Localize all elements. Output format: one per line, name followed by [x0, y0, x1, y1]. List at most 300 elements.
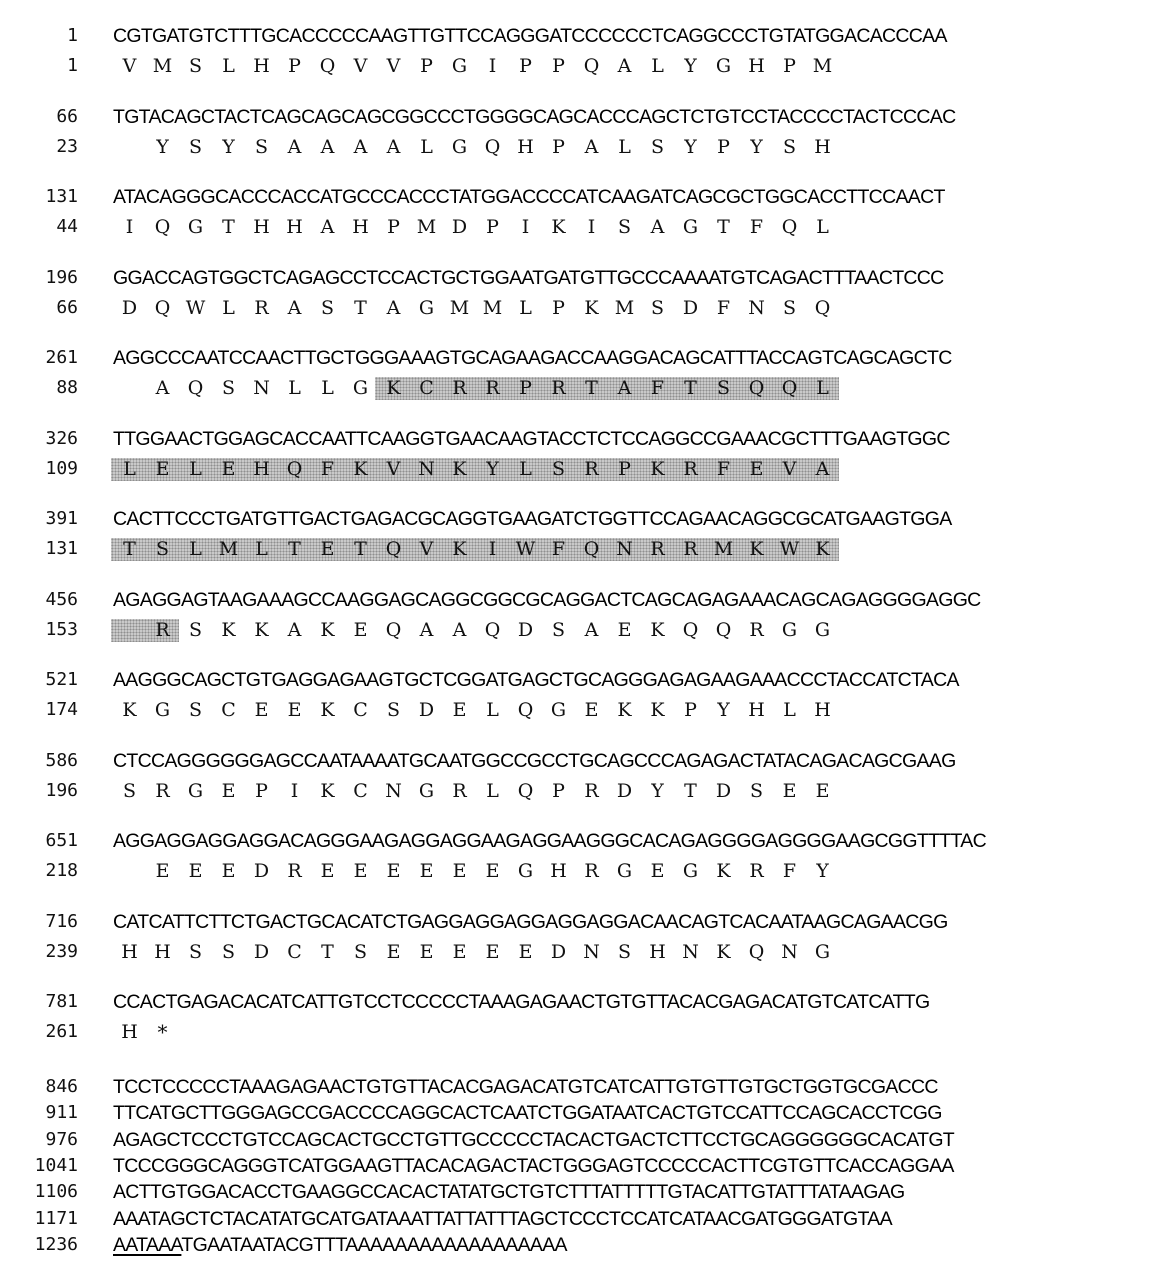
- amino-acid-residue: K: [452, 538, 467, 560]
- amino-acid-residue: D: [715, 779, 732, 802]
- amino-acid-residue: L: [288, 377, 301, 399]
- amino-acid-track: [113, 859, 1143, 883]
- amino-acid-track: [113, 296, 1143, 320]
- amino-acid-residue: E: [386, 940, 401, 963]
- amino-acid-residue: D: [418, 699, 435, 721]
- amino-acid-residue: L: [420, 135, 433, 158]
- amino-acid-residue: S: [155, 538, 170, 560]
- nucleotide-sequence: AAGGGCAGCTGTGAGGAGAAGTGCTCGGATGAGCTGCAGGGAGAGAAGAAACCCTACCATCTACA: [113, 669, 959, 691]
- amino-acid-residue: A: [320, 216, 335, 238]
- amino-acid-residue: Y: [684, 55, 697, 77]
- amino-acid-residue: H: [748, 55, 765, 77]
- amino-acid-residue: I: [521, 216, 530, 238]
- amino-acid-residue: V: [122, 55, 137, 77]
- amino-acid-residue: S: [650, 135, 665, 158]
- amino-acid-residue: H: [253, 457, 270, 480]
- amino-acid-track: [113, 537, 1143, 561]
- amino-acid-residue: D: [517, 618, 534, 641]
- amino-acid-residue: R: [155, 618, 170, 641]
- amino-acid-residue: S: [221, 940, 236, 963]
- position-number: 261: [45, 1021, 78, 1042]
- amino-acid-residue: G: [187, 779, 204, 802]
- amino-acid-residue: G: [451, 135, 468, 158]
- amino-acid-residue: T: [585, 377, 598, 399]
- amino-acid-residue: D: [253, 860, 270, 882]
- amino-acid-residue: H: [814, 699, 831, 721]
- amino-acid-residue: E: [584, 699, 599, 721]
- position-number: 586: [45, 749, 78, 771]
- amino-acid-residue: K: [650, 699, 665, 721]
- position-number: 521: [45, 669, 78, 690]
- amino-acid-residue: M: [449, 296, 470, 319]
- amino-acid-residue: T: [684, 377, 697, 399]
- amino-acid-residue: E: [221, 779, 236, 802]
- amino-acid-residue: G: [682, 216, 699, 238]
- amino-acid-residue: K: [551, 216, 566, 238]
- nucleotide-sequence: AGGCCCAATCCAACTTGCTGGGAAAGTGCAGAAGACCAAGGACAGCATTTACCAGTCAGCAGCTC: [113, 347, 952, 369]
- amino-acid-residue: G: [418, 296, 435, 319]
- amino-acid-residue: Q: [781, 216, 798, 238]
- amino-acid-residue: I: [587, 216, 596, 238]
- amino-acid-residue: P: [255, 779, 268, 802]
- nucleotide-sequence: AGGAGGAGGAGGACAGGGAAGAGGAGGAAGAGGAAGGGCACAGAGGGGAGGGGAAGCGGTTTTAC: [113, 830, 986, 852]
- amino-acid-residue: P: [552, 135, 565, 158]
- position-number: 131: [45, 186, 78, 207]
- amino-acid-residue: Q: [154, 296, 171, 319]
- amino-acid-residue: Q: [517, 699, 534, 721]
- amino-acid-residue: W: [779, 538, 800, 560]
- amino-acid-residue: F: [320, 457, 335, 480]
- amino-acid-residue: R: [683, 457, 698, 480]
- amino-acid-residue: G: [418, 779, 435, 802]
- amino-acid-residue: K: [815, 538, 830, 560]
- amino-acid-residue: E: [452, 940, 467, 963]
- position-number: 196: [45, 779, 78, 801]
- position-number: 716: [45, 910, 78, 932]
- amino-acid-residue: N: [418, 457, 435, 480]
- amino-acid-residue: N: [748, 296, 765, 319]
- amino-acid-residue: P: [684, 699, 697, 721]
- nucleotide-text: ACTTGTGGACACCTGAAGGCCACACTATATGCTGTCTTTATTTTTGTACATTGTATTTATAAGAG: [113, 1181, 905, 1204]
- amino-acid-residue: S: [716, 377, 731, 399]
- amino-acid-residue: E: [221, 860, 236, 882]
- amino-acid-residue: R: [254, 296, 269, 319]
- nucleotide-sequence: [113, 1154, 954, 1178]
- amino-acid-residue: P: [618, 457, 631, 480]
- amino-acid-residue: E: [155, 457, 170, 480]
- amino-acid-residue: Q: [154, 216, 171, 238]
- position-number: 66: [56, 296, 78, 318]
- amino-acid-residue: A: [287, 135, 302, 158]
- amino-acid-residue: E: [452, 699, 467, 721]
- nucleotide-sequence: [113, 1233, 567, 1257]
- amino-acid-residue: A: [320, 135, 335, 158]
- amino-acid-residue: S: [386, 699, 401, 721]
- position-number: 131: [45, 538, 78, 559]
- amino-acid-residue: P: [288, 55, 301, 77]
- amino-acid-residue: K: [617, 699, 632, 721]
- amino-acid-residue: I: [488, 538, 497, 560]
- amino-acid-residue: H: [154, 940, 171, 963]
- position-number: 976: [45, 1128, 78, 1150]
- amino-acid-residue: L: [618, 135, 631, 158]
- amino-acid-residue: S: [551, 457, 566, 480]
- nucleotide-sequence: [113, 1128, 954, 1152]
- nucleotide-sequence: CGTGATGTCTTTGCACCCCCAAGTTGTTCCAGGGATCCCCCCTCAGGCCCTGTATGGACACCCAA: [113, 25, 947, 47]
- amino-acid-residue: K: [650, 618, 665, 641]
- amino-acid-residue: E: [188, 860, 203, 882]
- amino-acid-residue: L: [816, 377, 829, 399]
- amino-acid-residue: L: [519, 296, 532, 319]
- amino-acid-residue: M: [218, 538, 239, 560]
- amino-acid-track: [113, 1020, 1143, 1044]
- amino-acid-residue: E: [320, 538, 335, 560]
- amino-acid-residue: Q: [781, 377, 798, 399]
- amino-acid-track: [113, 457, 1143, 481]
- position-number: 1106: [34, 1181, 78, 1203]
- amino-acid-residue: A: [155, 377, 170, 399]
- amino-acid-residue: Q: [748, 940, 765, 963]
- amino-acid-residue: P: [717, 135, 730, 158]
- amino-acid-residue: Q: [484, 135, 501, 158]
- amino-acid-residue: F: [716, 296, 731, 319]
- amino-acid-residue: H: [550, 860, 567, 882]
- amino-acid-residue: K: [749, 538, 764, 560]
- amino-acid-residue: E: [452, 860, 467, 882]
- amino-acid-residue: K: [320, 618, 335, 641]
- amino-acid-residue: P: [486, 216, 499, 238]
- amino-acid-residue: E: [485, 940, 500, 963]
- nucleotide-sequence: [113, 1075, 938, 1099]
- amino-acid-residue: L: [783, 699, 796, 721]
- amino-acid-residue: D: [451, 216, 468, 238]
- amino-acid-residue: R: [584, 457, 599, 480]
- amino-acid-residue: F: [650, 377, 665, 399]
- amino-acid-residue: V: [386, 457, 401, 480]
- nucleotide-sequence: CATCATTCTTCTGACTGCACATCTGAGGAGGAGGAGGAGGACAACAGTCACAATAAGCAGAACGG: [113, 910, 948, 933]
- amino-acid-residue: I: [488, 55, 497, 77]
- amino-acid-residue: S: [353, 940, 368, 963]
- amino-acid-residue: G: [352, 377, 369, 399]
- amino-acid-residue: E: [254, 699, 269, 721]
- amino-acid-residue: A: [386, 135, 401, 158]
- amino-acid-residue: A: [584, 135, 599, 158]
- nucleotide-text: TCCCGGGCAGGGTCATGGAAGTTACACAGACTACTGGGAGTCCCCCACTTCGTGTTCACCAGGAA: [113, 1154, 954, 1177]
- amino-acid-residue: A: [353, 135, 368, 158]
- position-number: 66: [56, 105, 78, 127]
- amino-acid-residue: S: [617, 940, 632, 963]
- amino-acid-residue: Q: [286, 457, 303, 480]
- amino-acid-residue: R: [683, 538, 698, 560]
- amino-acid-residue: Y: [750, 135, 763, 158]
- amino-acid-residue: R: [749, 860, 764, 882]
- position-number: 88: [56, 377, 78, 398]
- nucleotide-sequence: CTCCAGGGGGGAGCCAATAAAATGCAATGGCCGCCTGCAGCCCAGAGACTATACAGACAGCGAAG: [113, 749, 956, 772]
- amino-acid-residue: S: [551, 618, 566, 641]
- amino-acid-residue: L: [816, 216, 829, 238]
- amino-acid-residue: S: [782, 296, 797, 319]
- amino-acid-residue: Q: [187, 377, 204, 399]
- amino-acid-track: [113, 54, 1143, 78]
- amino-acid-residue: A: [650, 216, 665, 238]
- amino-acid-residue: Y: [684, 135, 697, 158]
- position-number: 153: [45, 618, 78, 640]
- amino-acid-residue: F: [749, 216, 764, 238]
- amino-acid-residue: Y: [222, 135, 235, 158]
- amino-acid-residue: E: [782, 779, 797, 802]
- amino-acid-residue: E: [353, 618, 368, 641]
- amino-acid-residue: G: [616, 860, 633, 882]
- amino-acid-residue: R: [650, 538, 665, 560]
- nucleotide-sequence: TGTACAGCTACTCAGCAGCAGCGGCCCTGGGGCAGCACCCAGCTCTGTCCTACCCCTACTCCCAC: [113, 105, 956, 128]
- amino-acid-track: [113, 376, 1143, 400]
- position-number: 174: [45, 699, 78, 720]
- amino-acid-residue: G: [814, 940, 831, 963]
- amino-acid-residue: G: [781, 618, 798, 641]
- amino-acid-residue: G: [550, 699, 567, 721]
- amino-acid-residue: L: [189, 457, 202, 480]
- position-number: 911: [45, 1102, 78, 1124]
- amino-acid-residue: Y: [651, 779, 664, 802]
- amino-acid-residue: W: [185, 296, 206, 319]
- amino-acid-residue: C: [353, 699, 368, 721]
- amino-acid-residue: P: [783, 55, 796, 77]
- amino-acid-residue: N: [583, 940, 600, 963]
- amino-acid-residue: Q: [715, 618, 732, 641]
- nucleotide-sequence: [113, 1101, 942, 1125]
- amino-acid-residue: F: [716, 457, 731, 480]
- nucleotide-text: TCCTCCCCCTAAAGAGAACTGTGTTACACGAGACATGTCATCATTGTGTTGTGCTGGTGCGACCC: [113, 1076, 938, 1098]
- nucleotide-text: AGAGCTCCCTGTCCAGCACTGCCTGTTGCCCCCTACACTGACTCTTCCTGCAGGGGGGCACATGT: [113, 1128, 954, 1151]
- amino-acid-residue: R: [584, 779, 599, 802]
- amino-acid-residue: D: [616, 779, 633, 802]
- amino-acid-residue: Q: [583, 538, 600, 560]
- amino-acid-track: [113, 135, 1143, 159]
- amino-acid-residue: S: [188, 699, 203, 721]
- amino-acid-residue: N: [781, 940, 798, 963]
- amino-acid-residue: F: [782, 860, 797, 882]
- amino-acid-residue: S: [617, 216, 632, 238]
- amino-acid-residue: K: [353, 457, 368, 480]
- amino-acid-residue: K: [386, 377, 401, 399]
- amino-acid-residue: K: [254, 618, 269, 641]
- amino-acid-residue: A: [617, 377, 632, 399]
- amino-acid-residue: K: [452, 457, 467, 480]
- amino-acid-residue: T: [354, 538, 367, 560]
- position-number: 1041: [34, 1154, 78, 1176]
- amino-acid-residue: A: [584, 618, 599, 641]
- amino-acid-residue: Q: [517, 779, 534, 802]
- amino-acid-residue: S: [320, 296, 335, 319]
- amino-acid-residue: K: [716, 940, 731, 963]
- amino-acid-residue: N: [616, 538, 633, 560]
- amino-acid-residue: Q: [748, 377, 765, 399]
- amino-acid-residue: E: [617, 618, 632, 641]
- amino-acid-residue: K: [221, 618, 236, 641]
- amino-acid-residue: L: [123, 457, 136, 480]
- position-number: 456: [45, 588, 78, 610]
- amino-acid-track: [113, 779, 1143, 803]
- amino-acid-residue: L: [189, 538, 202, 560]
- nucleotide-sequence: CACTTCCCTGATGTTGACTGAGACGCAGGTGAAGATCTGGTTCCAGAACAGGCGCATGAAGTGGA: [113, 508, 952, 530]
- amino-acid-residue: A: [617, 55, 632, 77]
- amino-acid-residue: T: [288, 538, 301, 560]
- amino-acid-residue: E: [518, 940, 533, 963]
- amino-acid-residue: D: [550, 940, 567, 963]
- amino-acid-residue: E: [221, 457, 236, 480]
- amino-acid-residue: G: [517, 860, 534, 882]
- amino-acid-residue: E: [749, 457, 764, 480]
- amino-acid-residue: P: [552, 296, 565, 319]
- position-number: 23: [56, 135, 78, 157]
- amino-acid-residue: P: [420, 55, 433, 77]
- amino-acid-residue: H: [121, 940, 138, 963]
- position-number: 44: [56, 216, 78, 237]
- amino-acid-track: [113, 618, 1143, 642]
- amino-acid-residue: K: [584, 296, 599, 319]
- amino-acid-residue: S: [254, 135, 269, 158]
- amino-acid-residue: H: [253, 216, 270, 238]
- amino-acid-residue: V: [386, 55, 401, 77]
- nucleotide-sequence: GGACCAGTGGCTCAGAGCCTCCACTGCTGGAATGATGTTGCCCAAAATGTCAGACTTTAACTCCC: [113, 266, 944, 289]
- amino-acid-residue: P: [552, 779, 565, 802]
- nucleotide-sequence: AGAGGAGTAAGAAAGCCAAGGAGCAGGCGGCGCAGGACTCAGCAGAGAAACAGCAGAGGGGAGGC: [113, 588, 981, 611]
- amino-acid-residue: E: [650, 860, 665, 882]
- amino-acid-residue: S: [782, 135, 797, 158]
- amino-acid-residue: A: [815, 457, 830, 480]
- amino-acid-residue: Y: [486, 457, 499, 480]
- amino-acid-residue: D: [121, 296, 138, 319]
- amino-acid-residue: D: [682, 296, 699, 319]
- amino-acid-residue: E: [485, 860, 500, 882]
- amino-acid-residue: L: [222, 296, 235, 319]
- amino-acid-residue: L: [255, 538, 268, 560]
- amino-acid-residue: L: [519, 457, 532, 480]
- amino-acid-residue: H: [649, 940, 666, 963]
- amino-acid-residue: R: [452, 377, 467, 399]
- amino-acid-residue: K: [320, 779, 335, 802]
- amino-acid-residue: R: [155, 779, 170, 802]
- amino-acid-residue: E: [155, 860, 170, 882]
- amino-acid-residue: A: [287, 296, 302, 319]
- amino-acid-residue: M: [713, 538, 734, 560]
- amino-acid-residue: T: [717, 216, 730, 238]
- amino-acid-residue: E: [419, 940, 434, 963]
- position-number: 846: [45, 1076, 78, 1097]
- position-number: 651: [45, 830, 78, 851]
- amino-acid-residue: H: [814, 135, 831, 158]
- amino-acid-residue: M: [482, 296, 503, 319]
- position-number: 781: [45, 991, 78, 1012]
- amino-acid-residue: I: [290, 779, 299, 802]
- nucleotide-sequence: [113, 1207, 892, 1231]
- amino-acid-residue: S: [188, 135, 203, 158]
- amino-acid-residue: F: [551, 538, 566, 560]
- position-number: 326: [45, 427, 78, 449]
- position-number: 261: [45, 347, 78, 368]
- amino-acid-residue: L: [486, 699, 499, 721]
- amino-acid-residue: W: [515, 538, 536, 560]
- position-number: 109: [45, 457, 78, 479]
- amino-acid-residue: S: [188, 940, 203, 963]
- amino-acid-residue: E: [419, 860, 434, 882]
- amino-acid-residue: L: [486, 779, 499, 802]
- amino-acid-residue: Q: [814, 296, 831, 319]
- amino-acid-residue: T: [354, 296, 367, 319]
- amino-acid-residue: M: [614, 296, 635, 319]
- nucleotide-text: TGAATAATACGTTTAAAAAAAAAAAAAAAAAA: [181, 1233, 567, 1256]
- amino-acid-residue: R: [485, 377, 500, 399]
- amino-acid-residue: C: [221, 699, 236, 721]
- position-number: 1236: [34, 1233, 78, 1255]
- amino-acid-residue: E: [386, 860, 401, 882]
- amino-acid-residue: A: [419, 618, 434, 641]
- amino-acid-residue: R: [749, 618, 764, 641]
- amino-acid-residue: V: [353, 55, 368, 77]
- amino-acid-residue: E: [287, 699, 302, 721]
- amino-acid-residue: G: [451, 55, 468, 77]
- amino-acid-residue: K: [320, 699, 335, 721]
- amino-acid-residue: G: [715, 55, 732, 77]
- amino-acid-residue: L: [222, 55, 235, 77]
- nucleotide-sequence: [113, 1180, 905, 1204]
- amino-acid-residue: P: [552, 55, 565, 77]
- amino-acid-residue: C: [419, 377, 434, 399]
- amino-acid-residue: N: [385, 779, 402, 802]
- amino-acid-residue: T: [123, 538, 136, 560]
- amino-acid-residue: G: [682, 860, 699, 882]
- amino-acid-track: [113, 940, 1143, 964]
- amino-acid-residue: G: [187, 216, 204, 238]
- amino-acid-residue: R: [551, 377, 566, 399]
- amino-acid-residue: C: [287, 940, 302, 963]
- amino-acid-residue: Q: [385, 618, 402, 641]
- amino-acid-residue: H: [352, 216, 369, 238]
- amino-acid-residue: S: [122, 779, 137, 802]
- amino-acid-residue: N: [682, 940, 699, 963]
- amino-acid-residue: M: [152, 55, 173, 77]
- amino-acid-residue: T: [222, 216, 235, 238]
- amino-acid-residue: A: [386, 296, 401, 319]
- amino-acid-residue: H: [253, 55, 270, 77]
- amino-acid-residue: G: [814, 618, 831, 641]
- position-number: 218: [45, 860, 78, 881]
- amino-acid-track: [113, 698, 1143, 722]
- stop-codon: *: [157, 1020, 168, 1044]
- amino-acid-residue: Y: [156, 135, 169, 158]
- amino-acid-residue: S: [650, 296, 665, 319]
- amino-acid-residue: Q: [385, 538, 402, 560]
- amino-acid-residue: R: [584, 860, 599, 882]
- amino-acid-residue: T: [321, 940, 334, 963]
- position-number: 391: [45, 508, 78, 529]
- amino-acid-residue: I: [125, 216, 134, 238]
- nucleotide-text: AAATAGCTCTACATATGCATGATAAATTATTATTTAGCTCCCTCCATCATAACGATGGGATGTAA: [113, 1207, 892, 1230]
- amino-acid-residue: M: [812, 55, 833, 77]
- amino-acid-residue: K: [122, 699, 137, 721]
- amino-acid-residue: A: [287, 618, 302, 641]
- amino-acid-residue: H: [286, 216, 303, 238]
- amino-acid-residue: Q: [583, 55, 600, 77]
- amino-acid-residue: V: [419, 538, 434, 560]
- amino-acid-residue: S: [749, 779, 764, 802]
- amino-acid-residue: H: [748, 699, 765, 721]
- nucleotide-sequence: CCACTGAGACACATCATTGTCCTCCCCCTAAAGAGAACTGTGTTACACGAGACATGTCATCATTG: [113, 991, 930, 1013]
- amino-acid-residue: C: [353, 779, 368, 802]
- amino-acid-residue: K: [716, 860, 731, 882]
- amino-acid-residue: V: [782, 457, 797, 480]
- amino-acid-residue: G: [154, 699, 171, 721]
